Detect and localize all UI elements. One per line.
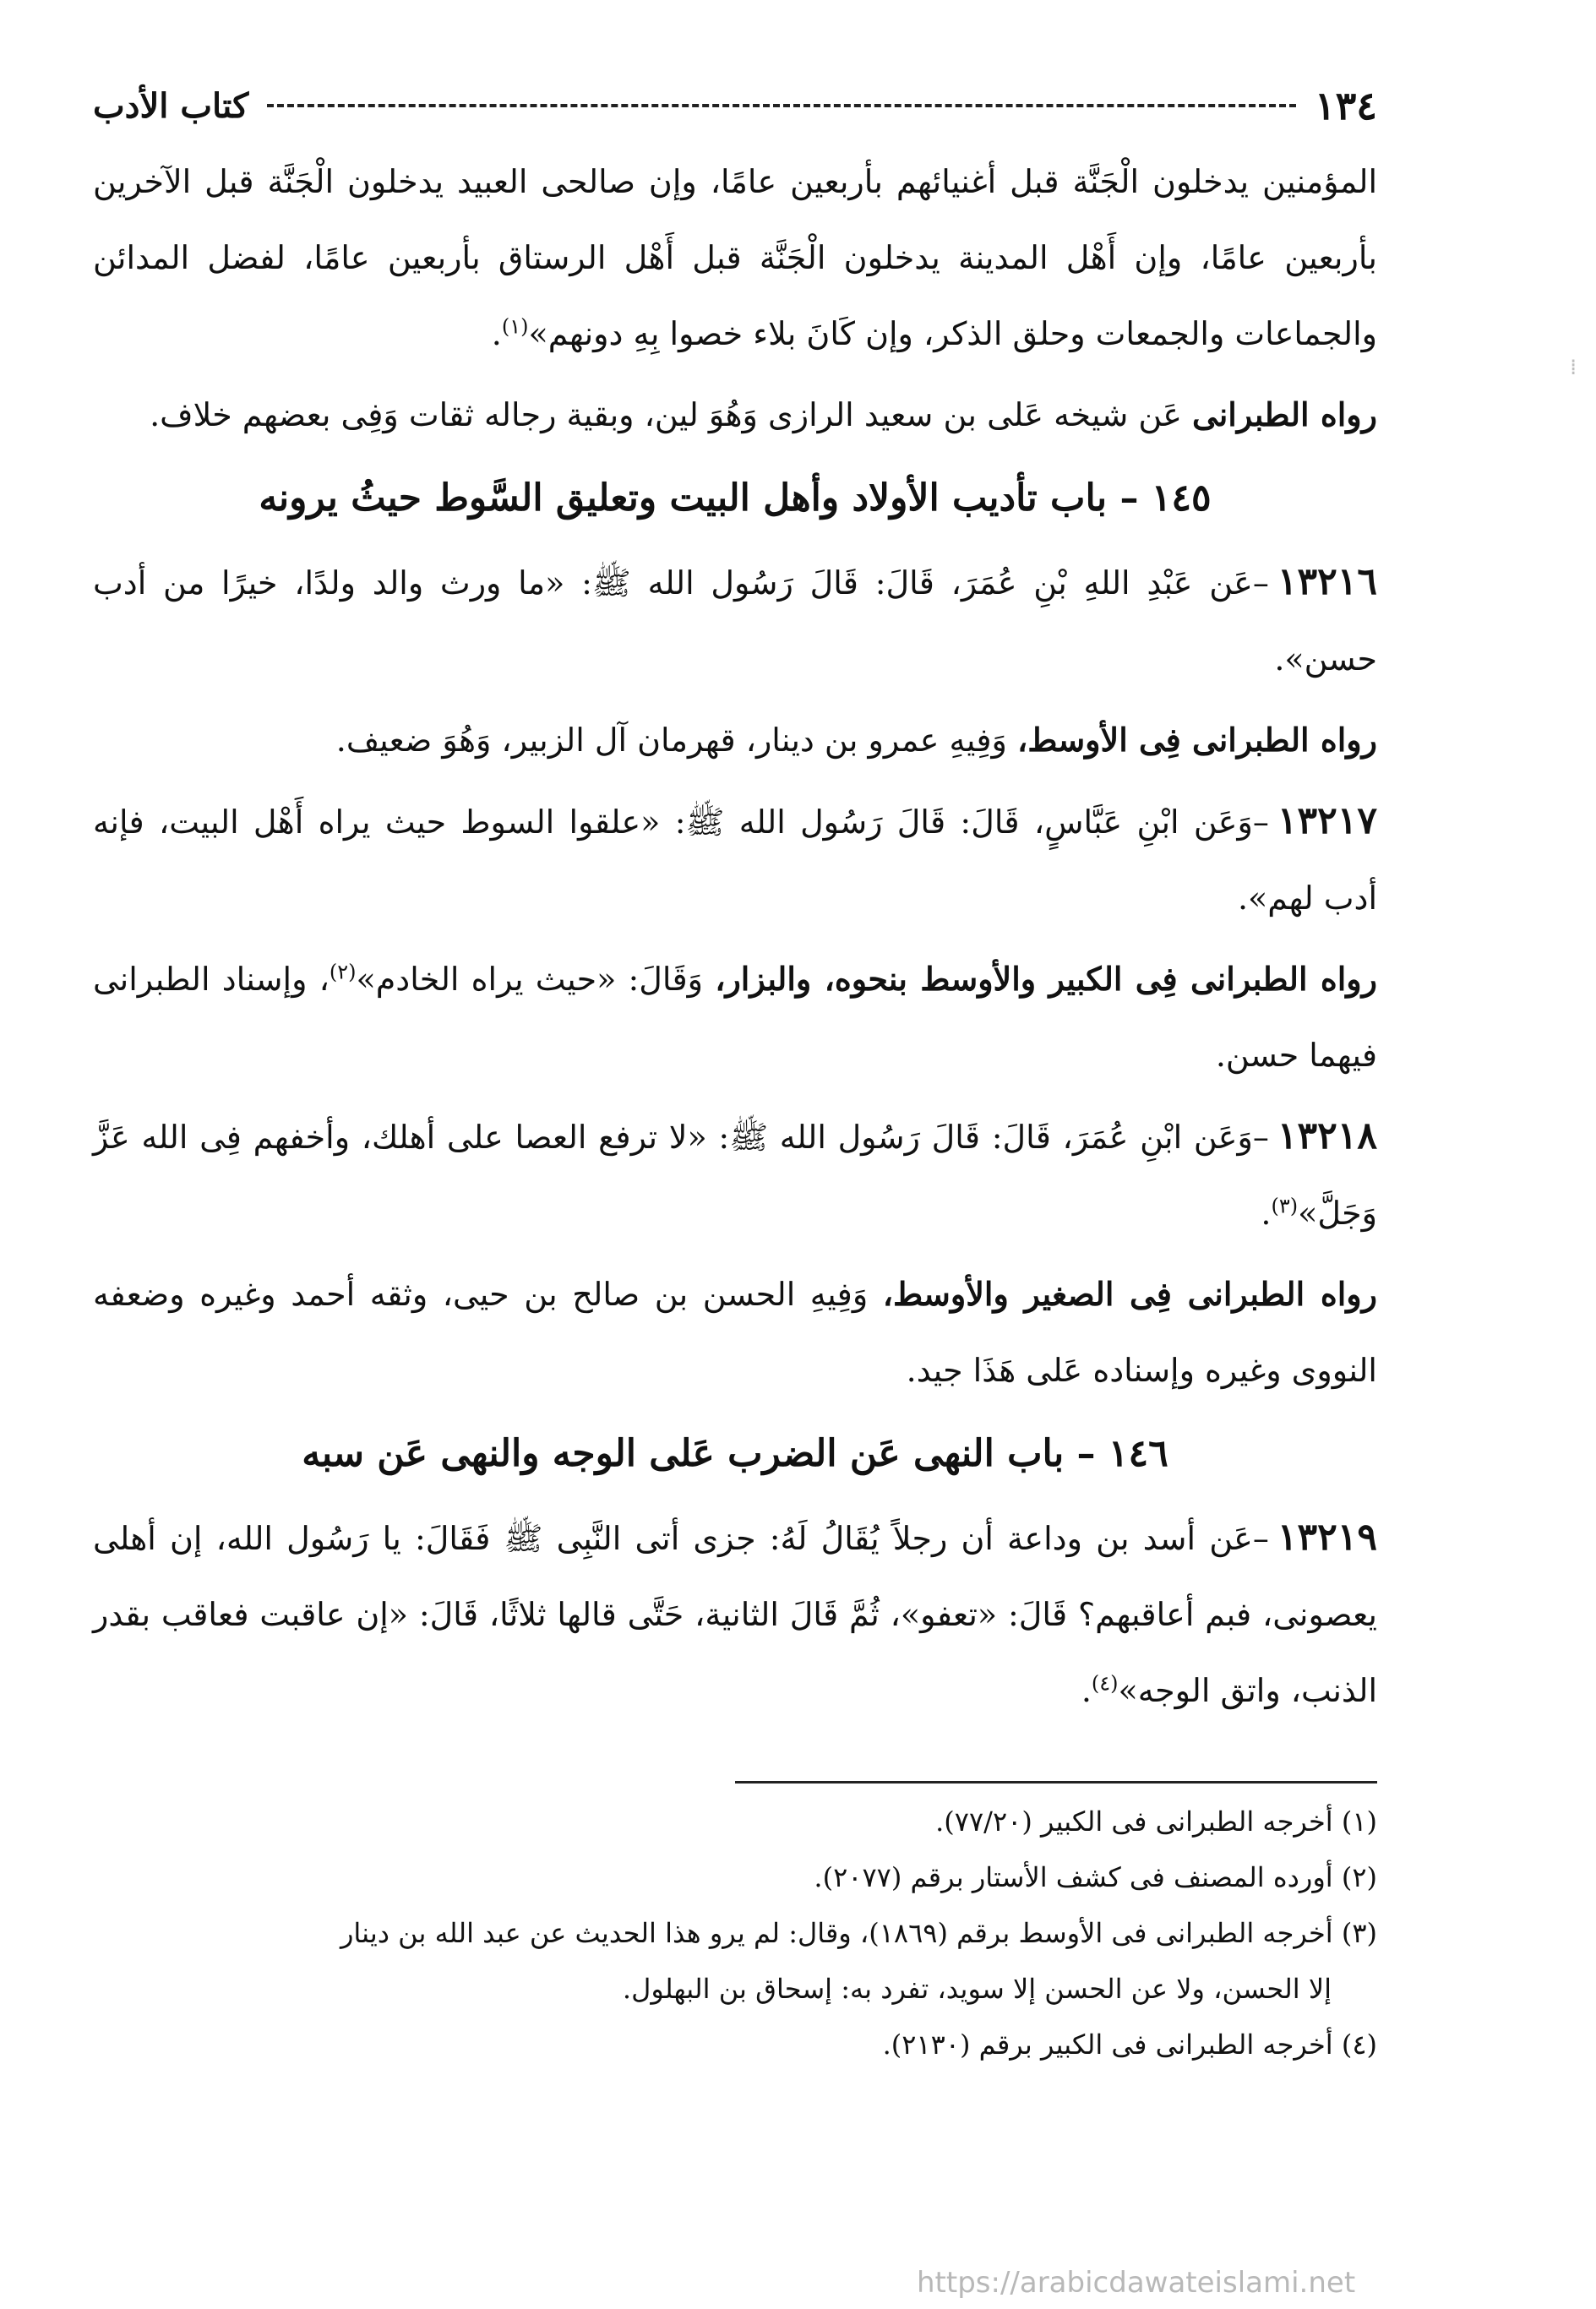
- footnote-ref[interactable]: (٣): [1271, 1194, 1299, 1218]
- footnote-divider: [735, 1781, 1377, 1783]
- footnote-item: (٢) أورده المصنف فى كشف الأستار برقم (٢٠٧٧).: [814, 1861, 1377, 1893]
- narration-text: رواه الطبرانى فِى الأوسط، وَفِيهِ عمرو بن دينار، قهرمان آل الزبير، وَهُوَ ضعيف.: [335, 721, 1377, 759]
- header-dashed-rule: [267, 104, 1296, 107]
- footnote-ref[interactable]: (٤): [1091, 1671, 1119, 1696]
- footnote-ref[interactable]: (٢): [329, 960, 357, 984]
- intro-paragraph: المؤمنين يدخلون الْجَنَّة قبل أغنيائهم بأربعين عامًا، وإن صالحى العبيد يدخلون الْجَنَّة قبل الآخرين بأربعين عامًا، وإن أَهْل المدينة يدخلون الْجَنَّة قبل أَهْل الرستاق بأربعين عامًا، لفضل المدائن والجماعات والجمعات وحلق الذكر، وإن كَانَ بلاء خصوا بِهِ دونهم»$^{(١)}$.: [93, 163, 1377, 352]
- narration-text: رواه الطبرانى عَن شيخه عَلى بن سعيد الرازى وَهُوَ لين، وبقية رجاله ثقات وَفِى بعضهم خلاف.: [150, 395, 1377, 433]
- footnote-item: (١) أخرجه الطبرانى فى الكبير (٧٧/٢٠).: [935, 1805, 1377, 1838]
- page-number: ١٣٤: [1314, 83, 1377, 128]
- hadith-number: ١٣٢١٩: [1277, 1516, 1377, 1559]
- hadith-number: ١٣٢١٦: [1277, 560, 1377, 603]
- hadith-number: ١٣٢١٨: [1277, 1114, 1377, 1157]
- hadith-paragraph: ١٣٢١٧–وَعَن ابْنِ عَبَّاسٍ، قَالَ: قَالَ رَسُول الله ﷺ: «علقوا السوط حيث يراه أَهْل البيت، فإنه أدب لهم».: [93, 799, 1377, 917]
- narration-text: رواه الطبرانى فِى الكبير والأوسط بنحوه، والبزار، وَقَالَ: «حيث يراه الخادم»$^{(٢)}$، وإسناد الطبرانى فيهما حسن.: [93, 960, 1378, 1074]
- hadith-paragraph: ١٣٢١٩–عَن أسد بن وداعة أن رجلاً يُقَالُ لَهُ: جزى أتى النَّبِى ﷺ فَقَالَ: يا رَسُول الله، إن أهلى يعصونى، فبم أعاقبهم؟ قَالَ: «تعفو»، ثُمَّ قَالَ الثانية، حَتَّى قالها ثلاثًا، قَالَ: «إن عاقبت فعاقب بقدر الذنب، واتق الوجه»$^{(٤)}$.: [93, 1516, 1377, 1709]
- hadith-paragraph: ١٣٢١٨–وَعَن ابْنِ عُمَرَ، قَالَ: قَالَ رَسُول الله ﷺ: «لا ترفع العصا على أهلك، وأخفهم فِى الله عَزَّ وَجَلَّ»$^{(٣)}$.: [93, 1114, 1377, 1232]
- book-title: كتاب الأدب: [93, 85, 249, 126]
- footnote-ref[interactable]: (١): [501, 314, 529, 339]
- footnote-item: (٤) أخرجه الطبرانى فى الكبير برقم (٢١٣٠).: [882, 2029, 1377, 2061]
- footnote-item: (٣) أخرجه الطبرانى فى الأوسط برقم (١٨٦٩)، وقال: لم يرو هذا الحديث عن عبد الله بن دينار إلا الحسن، ولا عن الحسن إلا سويد، تفرد به: إسحاق بن البهلول.: [340, 1917, 1377, 2005]
- footnotes: [93, 1794, 1377, 2072]
- watermark-url: https://arabicdawateislami.net: [917, 2266, 1356, 2300]
- hadith-number: ١٣٢١٧: [1277, 799, 1377, 842]
- book-page: [93, 68, 1377, 2072]
- scan-edge-mark: ⁞: [1570, 355, 1577, 380]
- hadith-paragraph: ١٣٢١٦–عَن عَبْدِ اللهِ بْنِ عُمَرَ، قَالَ: قَالَ رَسُول الله ﷺ: «ما ورث والد ولدًا، خيرًا من أدب حسن».: [93, 560, 1377, 678]
- chapter-heading: ١٤٦ – باب النهى عَن الضرب عَلى الوجه والنهى عَن سبه: [302, 1432, 1168, 1475]
- page-header: [93, 68, 1377, 144]
- chapter-heading: ١٤٥ – باب تأديب الأولاد وأهل البيت وتعليق السَّوط حيثُ يرونه: [259, 477, 1212, 520]
- narration-text: رواه الطبرانى فِى الصغير والأوسط، وَفِيهِ الحسن بن صالح بن حيى، وثقه أحمد وغيره وضعفه النووى وغيره وإسناده عَلى هَذَا جيد.: [93, 1275, 1377, 1389]
